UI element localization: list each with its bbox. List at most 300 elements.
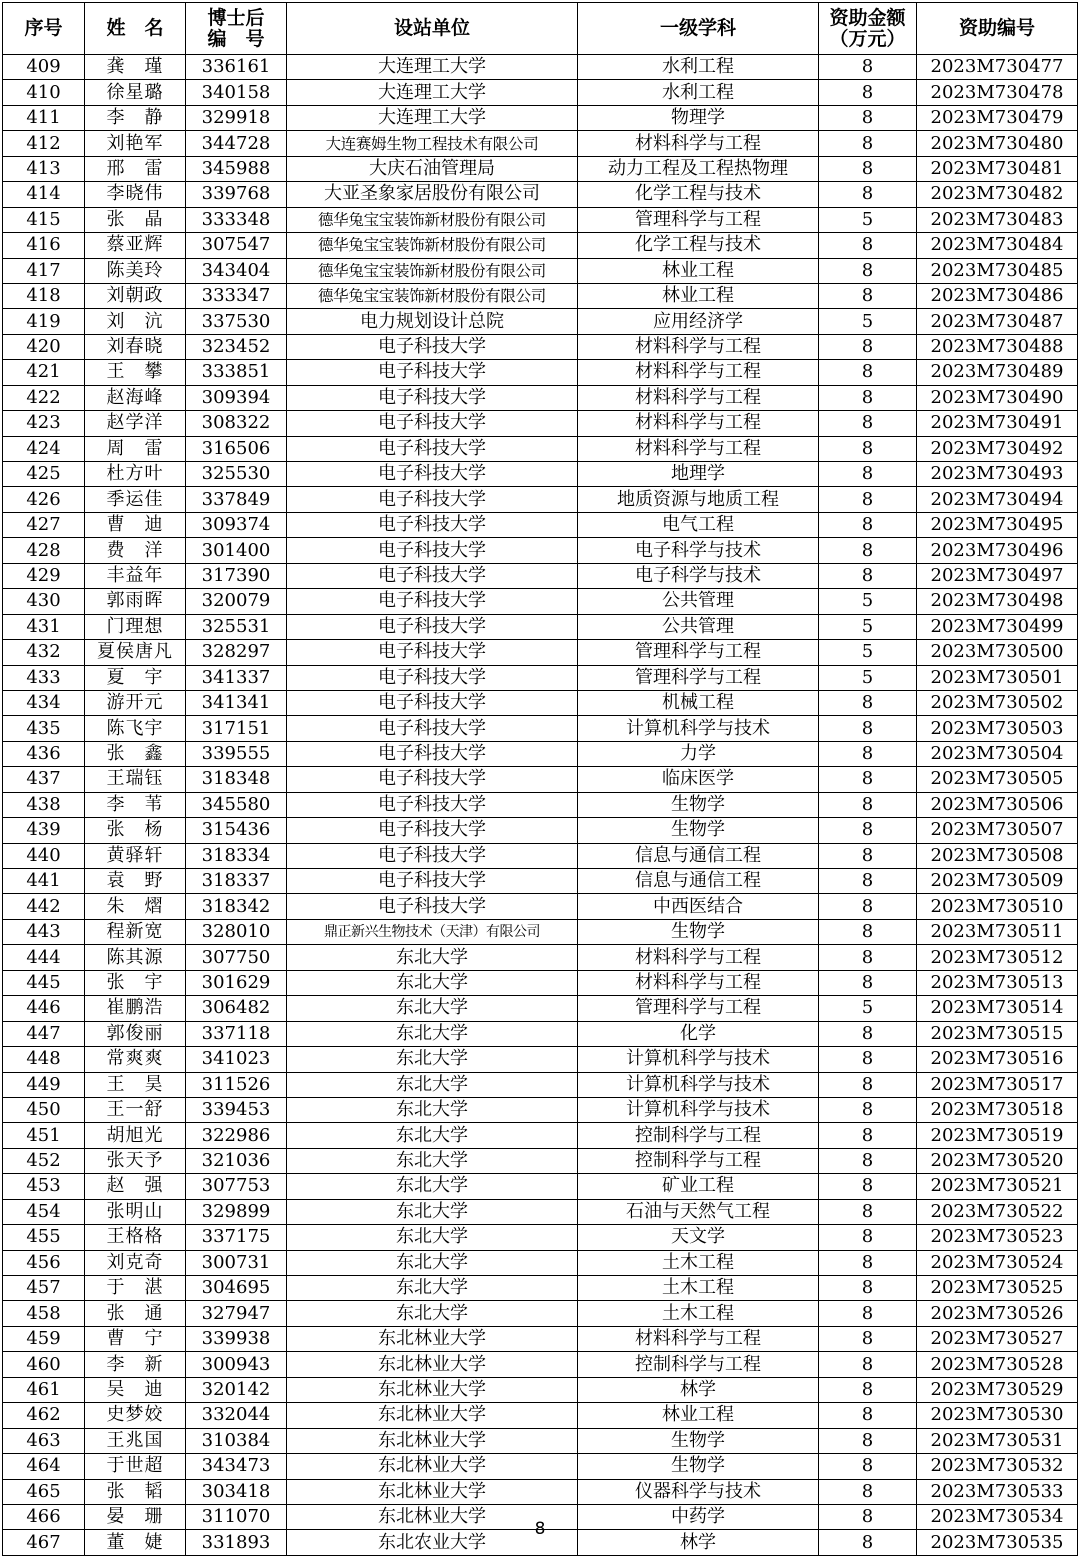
cell-seq: 442 <box>3 894 85 919</box>
cell-unit: 东北林业大学 <box>287 1454 578 1479</box>
cell-grant-id: 2023M730520 <box>917 1148 1078 1173</box>
cell-unit: 东北大学 <box>287 1250 578 1275</box>
cell-amount: 8 <box>819 894 917 919</box>
cell-postdoc-id: 318334 <box>186 843 287 868</box>
cell-grant-id: 2023M730478 <box>917 80 1078 105</box>
cell-seq: 431 <box>3 614 85 639</box>
cell-grant-id: 2023M730504 <box>917 741 1078 766</box>
cell-amount: 8 <box>819 690 917 715</box>
cell-postdoc-id: 340158 <box>186 80 287 105</box>
cell-amount: 8 <box>819 55 917 80</box>
cell-amount: 8 <box>819 283 917 308</box>
cell-unit: 电子科技大学 <box>287 690 578 715</box>
table-row <box>3 131 1078 156</box>
cell-discipline: 林业工程 <box>578 258 819 283</box>
cell-seq: 448 <box>3 1047 85 1072</box>
cell-amount: 8 <box>819 919 917 944</box>
cell-discipline: 土木工程 <box>578 1250 819 1275</box>
cell-grant-id: 2023M730535 <box>917 1530 1078 1555</box>
cell-grant-id: 2023M730508 <box>917 843 1078 868</box>
cell-postdoc-id: 337530 <box>186 309 287 334</box>
table-row <box>3 716 1078 741</box>
cell-amount: 8 <box>819 792 917 817</box>
cell-seq: 417 <box>3 258 85 283</box>
cell-postdoc-id: 339555 <box>186 741 287 766</box>
cell-amount: 8 <box>819 258 917 283</box>
cell-amount: 8 <box>819 1250 917 1275</box>
cell-discipline: 生物学 <box>578 1428 819 1453</box>
table-row <box>3 1174 1078 1199</box>
cell-discipline: 土木工程 <box>578 1276 819 1301</box>
cell-postdoc-id: 341337 <box>186 665 287 690</box>
cell-grant-id: 2023M730479 <box>917 105 1078 130</box>
cell-discipline: 化学工程与技术 <box>578 233 819 258</box>
cell-seq: 428 <box>3 538 85 563</box>
cell-discipline: 生物学 <box>578 919 819 944</box>
cell-unit: 大亚圣象家居股份有限公司 <box>287 182 578 207</box>
cell-seq: 416 <box>3 233 85 258</box>
cell-postdoc-id: 317151 <box>186 716 287 741</box>
cell-discipline: 化学工程与技术 <box>578 182 819 207</box>
cell-name: 张 通 <box>85 1301 186 1326</box>
cell-seq: 438 <box>3 792 85 817</box>
table-row <box>3 1377 1078 1402</box>
table-row <box>3 792 1078 817</box>
cell-unit: 东北大学 <box>287 1072 578 1097</box>
cell-postdoc-id: 306482 <box>186 996 287 1021</box>
cell-grant-id: 2023M730506 <box>917 792 1078 817</box>
table-row <box>3 334 1078 359</box>
cell-postdoc-id: 328010 <box>186 919 287 944</box>
table-row <box>3 1301 1078 1326</box>
cell-grant-id: 2023M730491 <box>917 411 1078 436</box>
cell-seq: 425 <box>3 462 85 487</box>
cell-amount: 8 <box>819 970 917 995</box>
table-row <box>3 1199 1078 1224</box>
cell-discipline: 地理学 <box>578 462 819 487</box>
cell-grant-id: 2023M730496 <box>917 538 1078 563</box>
cell-discipline: 电气工程 <box>578 512 819 537</box>
cell-discipline: 地质资源与地质工程 <box>578 487 819 512</box>
cell-seq: 421 <box>3 360 85 385</box>
cell-amount: 5 <box>819 665 917 690</box>
cell-postdoc-id: 311526 <box>186 1072 287 1097</box>
cell-amount: 8 <box>819 233 917 258</box>
cell-discipline: 控制科学与工程 <box>578 1123 819 1148</box>
cell-amount: 8 <box>819 1403 917 1428</box>
cell-unit: 东北林业大学 <box>287 1428 578 1453</box>
cell-name: 李 静 <box>85 105 186 130</box>
cell-discipline: 生物学 <box>578 1454 819 1479</box>
cell-discipline: 计算机科学与技术 <box>578 1047 819 1072</box>
cell-discipline: 材料科学与工程 <box>578 970 819 995</box>
cell-name: 夏 宇 <box>85 665 186 690</box>
cell-name: 赵海峰 <box>85 385 186 410</box>
cell-name: 张 晶 <box>85 207 186 232</box>
cell-unit: 德华兔宝宝装饰新材股份有限公司 <box>287 283 578 308</box>
cell-name: 蔡亚辉 <box>85 233 186 258</box>
table-row <box>3 1454 1078 1479</box>
cell-name: 郭雨晖 <box>85 589 186 614</box>
table-row <box>3 1021 1078 1046</box>
cell-postdoc-id: 339768 <box>186 182 287 207</box>
cell-seq: 453 <box>3 1174 85 1199</box>
cell-postdoc-id: 317390 <box>186 563 287 588</box>
cell-amount: 5 <box>819 996 917 1021</box>
cell-unit: 东北大学 <box>287 1021 578 1046</box>
header-amount: 资助金额 （万元） <box>819 3 917 55</box>
cell-unit: 东北大学 <box>287 996 578 1021</box>
cell-seq: 419 <box>3 309 85 334</box>
cell-postdoc-id: 309374 <box>186 512 287 537</box>
cell-postdoc-id: 327947 <box>186 1301 287 1326</box>
cell-seq: 458 <box>3 1301 85 1326</box>
cell-postdoc-id: 311070 <box>186 1504 287 1529</box>
cell-grant-id: 2023M730517 <box>917 1072 1078 1097</box>
table-row <box>3 512 1078 537</box>
cell-amount: 8 <box>819 1072 917 1097</box>
cell-seq: 415 <box>3 207 85 232</box>
table-row <box>3 360 1078 385</box>
cell-grant-id: 2023M730527 <box>917 1326 1078 1351</box>
cell-name: 杜方叶 <box>85 462 186 487</box>
cell-unit: 大庆石油管理局 <box>287 156 578 181</box>
cell-seq: 454 <box>3 1199 85 1224</box>
cell-name: 黄驿轩 <box>85 843 186 868</box>
cell-amount: 8 <box>819 436 917 461</box>
cell-amount: 8 <box>819 869 917 894</box>
cell-grant-id: 2023M730485 <box>917 258 1078 283</box>
cell-discipline: 化学 <box>578 1021 819 1046</box>
cell-discipline: 控制科学与工程 <box>578 1148 819 1173</box>
cell-postdoc-id: 331893 <box>186 1530 287 1555</box>
cell-discipline: 材料科学与工程 <box>578 945 819 970</box>
table-row <box>3 80 1078 105</box>
cell-postdoc-id: 345988 <box>186 156 287 181</box>
cell-amount: 8 <box>819 105 917 130</box>
cell-postdoc-id: 318342 <box>186 894 287 919</box>
cell-name: 王瑞钰 <box>85 767 186 792</box>
cell-seq: 455 <box>3 1225 85 1250</box>
cell-unit: 电子科技大学 <box>287 487 578 512</box>
cell-seq: 410 <box>3 80 85 105</box>
cell-unit: 大连赛姆生物工程技术有限公司 <box>287 131 578 156</box>
table-row <box>3 1479 1078 1504</box>
table-row <box>3 869 1078 894</box>
cell-seq: 412 <box>3 131 85 156</box>
cell-amount: 8 <box>819 767 917 792</box>
cell-postdoc-id: 321036 <box>186 1148 287 1173</box>
table-row <box>3 233 1078 258</box>
funding-list-table <box>2 2 1078 1556</box>
cell-unit: 东北大学 <box>287 1123 578 1148</box>
cell-name: 李 苇 <box>85 792 186 817</box>
cell-seq: 461 <box>3 1377 85 1402</box>
table-row <box>3 818 1078 843</box>
table-row <box>3 1225 1078 1250</box>
cell-discipline: 生物学 <box>578 818 819 843</box>
cell-grant-id: 2023M730528 <box>917 1352 1078 1377</box>
cell-postdoc-id: 333348 <box>186 207 287 232</box>
cell-amount: 5 <box>819 640 917 665</box>
cell-discipline: 材料科学与工程 <box>578 1326 819 1351</box>
cell-grant-id: 2023M730515 <box>917 1021 1078 1046</box>
cell-amount: 8 <box>819 945 917 970</box>
cell-amount: 8 <box>819 1199 917 1224</box>
cell-name: 王 昊 <box>85 1072 186 1097</box>
cell-seq: 441 <box>3 869 85 894</box>
cell-grant-id: 2023M730510 <box>917 894 1078 919</box>
cell-name: 季运佳 <box>85 487 186 512</box>
cell-unit: 电子科技大学 <box>287 334 578 359</box>
cell-seq: 451 <box>3 1123 85 1148</box>
cell-unit: 电子科技大学 <box>287 462 578 487</box>
cell-seq: 440 <box>3 843 85 868</box>
cell-postdoc-id: 301400 <box>186 538 287 563</box>
cell-amount: 8 <box>819 1148 917 1173</box>
cell-amount: 8 <box>819 1377 917 1402</box>
cell-grant-id: 2023M730501 <box>917 665 1078 690</box>
cell-postdoc-id: 309394 <box>186 385 287 410</box>
cell-grant-id: 2023M730477 <box>917 55 1078 80</box>
cell-discipline: 管理科学与工程 <box>578 207 819 232</box>
cell-unit: 电子科技大学 <box>287 538 578 563</box>
cell-postdoc-id: 336161 <box>186 55 287 80</box>
cell-discipline: 生物学 <box>578 792 819 817</box>
cell-name: 刘朝政 <box>85 283 186 308</box>
cell-grant-id: 2023M730502 <box>917 690 1078 715</box>
cell-seq: 466 <box>3 1504 85 1529</box>
cell-discipline: 临床医学 <box>578 767 819 792</box>
cell-unit: 电子科技大学 <box>287 894 578 919</box>
cell-unit: 东北大学 <box>287 1148 578 1173</box>
cell-grant-id: 2023M730534 <box>917 1504 1078 1529</box>
cell-unit: 大连理工大学 <box>287 105 578 130</box>
table-row <box>3 1072 1078 1097</box>
cell-seq: 414 <box>3 182 85 207</box>
table-row <box>3 1428 1078 1453</box>
table-row <box>3 207 1078 232</box>
cell-discipline: 林学 <box>578 1530 819 1555</box>
cell-amount: 8 <box>819 1504 917 1529</box>
cell-unit: 东北大学 <box>287 945 578 970</box>
cell-amount: 8 <box>819 538 917 563</box>
cell-grant-id: 2023M730493 <box>917 462 1078 487</box>
cell-amount: 8 <box>819 1454 917 1479</box>
cell-discipline: 计算机科学与技术 <box>578 1097 819 1122</box>
cell-grant-id: 2023M730503 <box>917 716 1078 741</box>
cell-grant-id: 2023M730509 <box>917 869 1078 894</box>
cell-unit: 东北大学 <box>287 1276 578 1301</box>
cell-seq: 447 <box>3 1021 85 1046</box>
cell-name: 史梦姣 <box>85 1403 186 1428</box>
cell-unit: 电子科技大学 <box>287 741 578 766</box>
cell-postdoc-id: 329899 <box>186 1199 287 1224</box>
cell-seq: 439 <box>3 818 85 843</box>
cell-grant-id: 2023M730521 <box>917 1174 1078 1199</box>
cell-postdoc-id: 345580 <box>186 792 287 817</box>
table-row <box>3 1123 1078 1148</box>
cell-grant-id: 2023M730516 <box>917 1047 1078 1072</box>
table-row <box>3 1403 1078 1428</box>
cell-unit: 电子科技大学 <box>287 385 578 410</box>
cell-seq: 449 <box>3 1072 85 1097</box>
cell-seq: 457 <box>3 1276 85 1301</box>
cell-postdoc-id: 316506 <box>186 436 287 461</box>
cell-name: 张天予 <box>85 1148 186 1173</box>
cell-seq: 452 <box>3 1148 85 1173</box>
cell-discipline: 林学 <box>578 1377 819 1402</box>
cell-discipline: 控制科学与工程 <box>578 1352 819 1377</box>
cell-postdoc-id: 315436 <box>186 818 287 843</box>
cell-unit: 鼎正新兴生物技术（天津）有限公司 <box>287 919 578 944</box>
cell-unit: 电子科技大学 <box>287 665 578 690</box>
cell-discipline: 矿业工程 <box>578 1174 819 1199</box>
table-row <box>3 258 1078 283</box>
table-row <box>3 767 1078 792</box>
cell-seq: 444 <box>3 945 85 970</box>
cell-name: 曹 宁 <box>85 1326 186 1351</box>
cell-grant-id: 2023M730525 <box>917 1276 1078 1301</box>
cell-postdoc-id: 307753 <box>186 1174 287 1199</box>
cell-amount: 8 <box>819 1174 917 1199</box>
cell-seq: 450 <box>3 1097 85 1122</box>
cell-seq: 409 <box>3 55 85 80</box>
cell-name: 张 鑫 <box>85 741 186 766</box>
cell-unit: 东北大学 <box>287 1301 578 1326</box>
cell-seq: 418 <box>3 283 85 308</box>
cell-name: 袁 野 <box>85 869 186 894</box>
cell-unit: 东北林业大学 <box>287 1479 578 1504</box>
cell-discipline: 材料科学与工程 <box>578 334 819 359</box>
cell-unit: 大连理工大学 <box>287 55 578 80</box>
cell-name: 徐星璐 <box>85 80 186 105</box>
cell-name: 王一舒 <box>85 1097 186 1122</box>
cell-amount: 8 <box>819 1021 917 1046</box>
cell-unit: 德华兔宝宝装饰新材股份有限公司 <box>287 258 578 283</box>
cell-amount: 5 <box>819 589 917 614</box>
cell-unit: 电子科技大学 <box>287 360 578 385</box>
header-name: 姓 名 <box>85 3 186 55</box>
cell-postdoc-id: 343404 <box>186 258 287 283</box>
cell-grant-id: 2023M730481 <box>917 156 1078 181</box>
cell-name: 张 宇 <box>85 970 186 995</box>
cell-postdoc-id: 339453 <box>186 1097 287 1122</box>
cell-unit: 电子科技大学 <box>287 869 578 894</box>
cell-amount: 8 <box>819 843 917 868</box>
cell-seq: 430 <box>3 589 85 614</box>
cell-postdoc-id: 320079 <box>186 589 287 614</box>
cell-name: 于 湛 <box>85 1276 186 1301</box>
cell-seq: 413 <box>3 156 85 181</box>
cell-grant-id: 2023M730486 <box>917 283 1078 308</box>
cell-seq: 427 <box>3 512 85 537</box>
cell-grant-id: 2023M730488 <box>917 334 1078 359</box>
cell-amount: 8 <box>819 462 917 487</box>
table-row <box>3 970 1078 995</box>
cell-unit: 东北大学 <box>287 1174 578 1199</box>
cell-postdoc-id: 332044 <box>186 1403 287 1428</box>
cell-unit: 东北大学 <box>287 970 578 995</box>
cell-discipline: 公共管理 <box>578 614 819 639</box>
cell-unit: 电子科技大学 <box>287 767 578 792</box>
cell-discipline: 管理科学与工程 <box>578 665 819 690</box>
cell-seq: 437 <box>3 767 85 792</box>
cell-postdoc-id: 320142 <box>186 1377 287 1402</box>
cell-unit: 电子科技大学 <box>287 843 578 868</box>
cell-amount: 8 <box>819 334 917 359</box>
cell-unit: 电子科技大学 <box>287 792 578 817</box>
table-row <box>3 589 1078 614</box>
cell-postdoc-id: 322986 <box>186 1123 287 1148</box>
cell-postdoc-id: 333347 <box>186 283 287 308</box>
cell-grant-id: 2023M730487 <box>917 309 1078 334</box>
cell-grant-id: 2023M730530 <box>917 1403 1078 1428</box>
cell-unit: 电子科技大学 <box>287 818 578 843</box>
cell-discipline: 水利工程 <box>578 55 819 80</box>
cell-postdoc-id: 337118 <box>186 1021 287 1046</box>
cell-discipline: 信息与通信工程 <box>578 869 819 894</box>
cell-name: 王兆国 <box>85 1428 186 1453</box>
cell-unit: 电子科技大学 <box>287 563 578 588</box>
cell-amount: 8 <box>819 182 917 207</box>
cell-seq: 433 <box>3 665 85 690</box>
table-row <box>3 614 1078 639</box>
cell-grant-id: 2023M730484 <box>917 233 1078 258</box>
cell-name: 邢 雷 <box>85 156 186 181</box>
cell-grant-id: 2023M730533 <box>917 1479 1078 1504</box>
table-row <box>3 462 1078 487</box>
cell-postdoc-id: 301629 <box>186 970 287 995</box>
cell-name: 张 韬 <box>85 1479 186 1504</box>
cell-name: 门理想 <box>85 614 186 639</box>
cell-discipline: 仪器科学与技术 <box>578 1479 819 1504</box>
cell-seq: 436 <box>3 741 85 766</box>
header-station-unit: 设站单位 <box>287 3 578 55</box>
cell-amount: 8 <box>819 385 917 410</box>
cell-name: 丰益年 <box>85 563 186 588</box>
cell-name: 陈其源 <box>85 945 186 970</box>
cell-amount: 8 <box>819 1276 917 1301</box>
cell-postdoc-id: 310384 <box>186 1428 287 1453</box>
cell-postdoc-id: 339938 <box>186 1326 287 1351</box>
cell-name: 程新宽 <box>85 919 186 944</box>
cell-postdoc-id: 333851 <box>186 360 287 385</box>
cell-name: 王 攀 <box>85 360 186 385</box>
cell-postdoc-id: 337849 <box>186 487 287 512</box>
cell-name: 陈美玲 <box>85 258 186 283</box>
page-number: 8 <box>534 1519 546 1539</box>
cell-seq: 446 <box>3 996 85 1021</box>
table-row <box>3 309 1078 334</box>
cell-seq: 429 <box>3 563 85 588</box>
cell-unit: 电子科技大学 <box>287 436 578 461</box>
cell-unit: 东北大学 <box>287 1097 578 1122</box>
cell-amount: 8 <box>819 818 917 843</box>
cell-grant-id: 2023M730523 <box>917 1225 1078 1250</box>
cell-amount: 8 <box>819 1326 917 1351</box>
cell-discipline: 材料科学与工程 <box>578 131 819 156</box>
cell-name: 周 雷 <box>85 436 186 461</box>
cell-seq: 420 <box>3 334 85 359</box>
cell-amount: 8 <box>819 156 917 181</box>
cell-amount: 8 <box>819 1530 917 1555</box>
cell-postdoc-id: 307750 <box>186 945 287 970</box>
table-row <box>3 538 1078 563</box>
cell-grant-id: 2023M730512 <box>917 945 1078 970</box>
cell-amount: 8 <box>819 487 917 512</box>
cell-name: 刘艳军 <box>85 131 186 156</box>
